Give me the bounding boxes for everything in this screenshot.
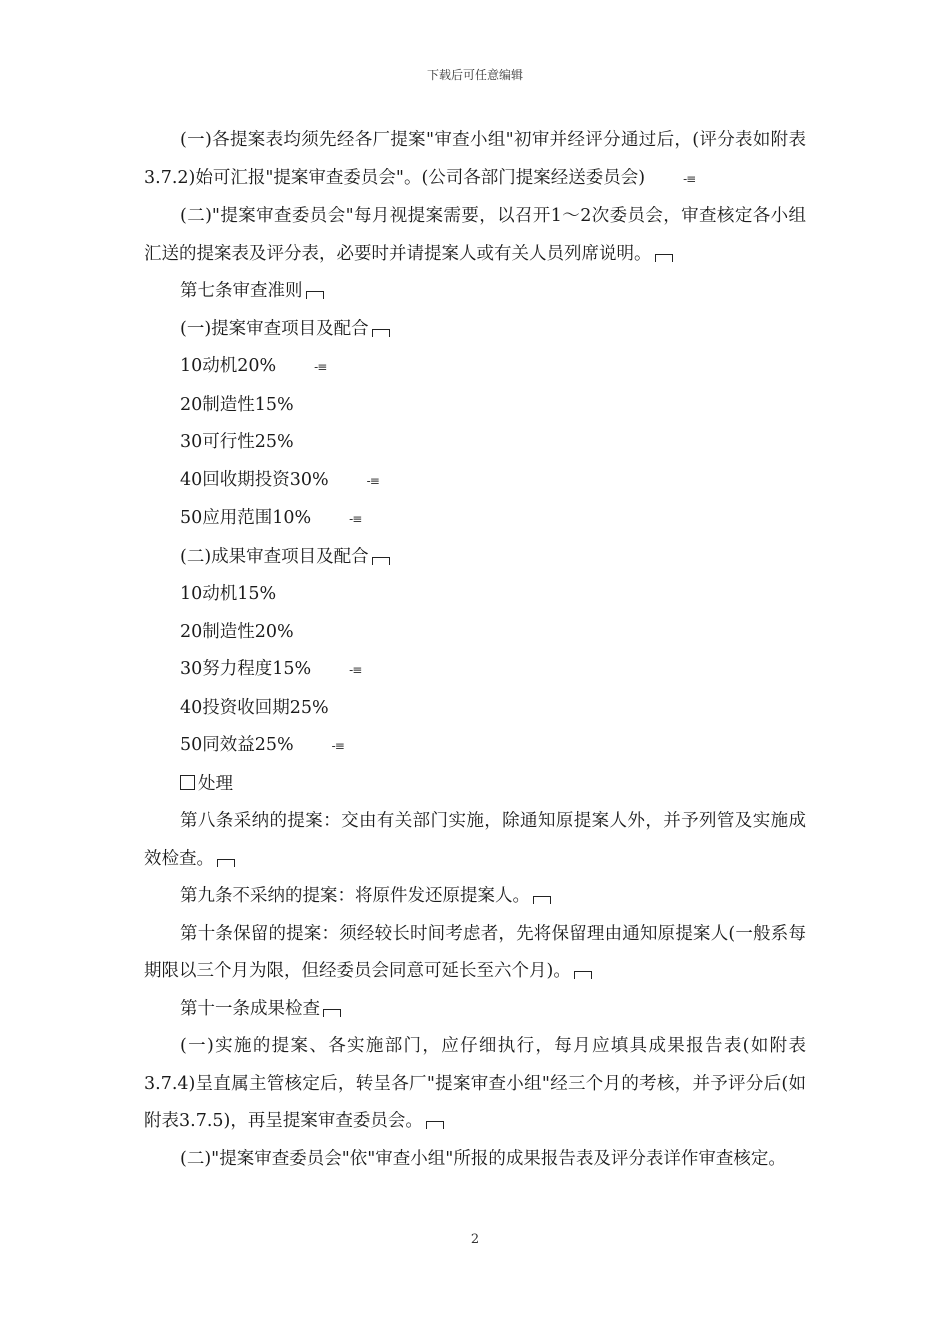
revision-mark: -≡: [366, 473, 379, 488]
list-item: [144, 500, 806, 539]
paragraph-text: 10动机20%: [180, 356, 277, 376]
paragraph-text: (一)实施的提案、各实施部门，应仔细执行，每月应填具成果报告表(如附表3.7.4)呈直属主管核定后，转呈各厂"提案审查小组"经三个月的考核，并予评分后(如附表3.7.5)，再呈提案审查委员会。: [144, 1036, 806, 1131]
list-item: [144, 348, 806, 387]
paragraph-mark-icon: [306, 291, 324, 299]
paragraph-text: (二)"提案审查委员会"每月视提案需要，以召开1～2次委员会，审查核定各小组汇送的提案表及评分表，必要时并请提案人或有关人员列席说明。: [144, 206, 806, 264]
section-heading: [144, 766, 806, 804]
paragraph: [144, 1028, 806, 1141]
paragraph-mark-icon: [655, 254, 673, 262]
revision-mark: -≡: [349, 512, 362, 526]
paragraph-text: 20制造性15%: [180, 394, 294, 415]
paragraph-text: 40回收期投资30%: [180, 469, 329, 490]
paragraph: [144, 539, 806, 577]
paragraph-mark-icon: [323, 1009, 341, 1017]
list-item: [144, 651, 806, 690]
list-item: [144, 690, 806, 728]
section-heading: [144, 273, 806, 311]
paragraph-text: 处理: [198, 773, 233, 794]
paragraph-mark-icon: [372, 557, 390, 565]
paragraph-text: (一)各提案表均须先经各厂提案"审查小组"初审并经评分通过后，(评分表如附表3.7.2)始可汇报"提案审查委员会"。(公司各部门提案经送委员会): [144, 130, 806, 188]
list-item: [144, 576, 806, 614]
revision-mark: -≡: [331, 739, 344, 753]
document-body: [144, 122, 806, 1178]
paragraph-text: (一)提案审查项目及配合: [180, 318, 369, 339]
paragraph-text: 30努力程度15%: [180, 659, 312, 679]
paragraph-text: 30可行性25%: [180, 432, 294, 452]
revision-mark: -≡: [683, 171, 696, 186]
paragraph-text: (二)"提案审查委员会"依"审查小组"所报的成果报告表及评分表详作审查核定。: [180, 1148, 786, 1169]
revision-mark: -≡: [349, 663, 362, 677]
paragraph: [144, 1141, 806, 1179]
paragraph-mark-icon: [426, 1121, 444, 1129]
paragraph: [144, 122, 806, 198]
paragraph-text: 50应用范围10%: [180, 508, 312, 528]
paragraph-text: 第十一条成果检查: [180, 998, 320, 1019]
paragraph-text: 20制造性20%: [180, 621, 294, 642]
list-item: [144, 387, 806, 425]
paragraph-text: 第九条不采纳的提案：将原件发还原提案人。: [180, 886, 530, 906]
revision-mark: -≡: [314, 360, 327, 374]
paragraph-mark-icon: [372, 329, 390, 337]
list-item: [144, 614, 806, 652]
paragraph-text: 第十条保留的提案：须经较长时间考虑者，先将保留理由通知原提案人(一般系每期限以三个月为限，但经委员会同意可延长至六个月)。: [144, 923, 806, 981]
page-header: 下载后可任意编辑: [426, 68, 523, 82]
paragraph-text: 40投资收回期25%: [180, 697, 329, 718]
list-item: [144, 424, 806, 462]
paragraph-text: 第八条采纳的提案：交由有关部门实施，除通知原提案人外，并予列管及实施成效检查。: [144, 811, 806, 869]
section-heading: [144, 991, 806, 1029]
paragraph-text: (二)成果审查项目及配合: [180, 546, 369, 567]
paragraph: [144, 311, 806, 349]
paragraph-mark-icon: [217, 859, 235, 867]
paragraph-text: 10动机15%: [180, 584, 277, 604]
paragraph-mark-icon: [574, 971, 592, 979]
paragraph: [144, 803, 806, 878]
paragraph: [144, 878, 806, 916]
list-item: [144, 462, 806, 501]
paragraph-text: 50同效益25%: [180, 735, 294, 755]
list-item: [144, 727, 806, 766]
paragraph-mark-icon: [533, 896, 551, 904]
paragraph: [144, 916, 806, 991]
checkbox-glyph-icon: [180, 775, 195, 790]
paragraph: [144, 198, 806, 273]
paragraph-text: 第七条审查准则: [180, 281, 303, 301]
page-number: 2: [470, 1232, 480, 1247]
